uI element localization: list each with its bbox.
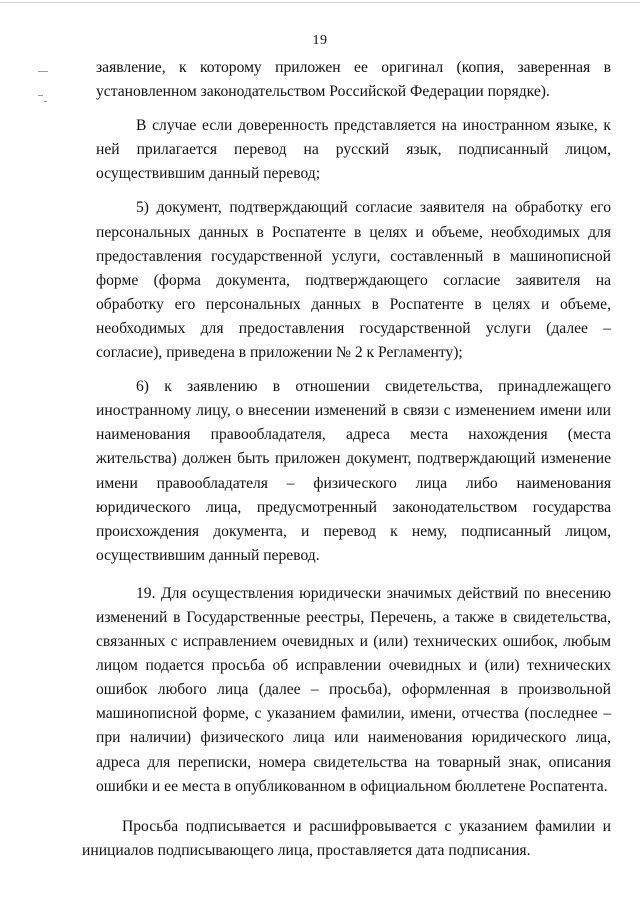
scan-artifact [38, 95, 43, 96]
scan-top-edge [0, 2, 640, 3]
paragraph-item-6: 6) к заявлению в отношении свидетельства, принадлежащего иностранному лицу, о внесении изменений в связи с изменением имени или наименования правообладателя, адреса места нахождения (места жительства) должен быть приложен документ, подтверждающий изменение имени правообладателя – физического лица либо наименования юридического лица, предусмотренный законодательством государства происхождения документа, и перевод к нему, подписанный лицом, осуществившим данный перевод. [96, 378, 611, 564]
paragraph-continuation: заявление, к которому приложен ее оригинал (копия, заверенная в установленном законодательством Российской Федерации порядке). [96, 59, 611, 101]
scan-artifact [38, 71, 48, 72]
paragraph-item-5: 5) документ, подтверждающий согласие заявителя на обработку его персональных данных в Роспатенте в целях и объеме, необходимых для предоставления государственной услуги, составленный в машинописной форме (форма документа, подтверждающего согласие заявителя на обработку его персональных данных в Роспатенте в целях и объеме, необходимых для предоставления государственной услуги (далее – согласие), приведена в приложении № 2 к Регламенту); [96, 199, 611, 362]
page-number: 19 [312, 33, 328, 48]
paragraph-foreign-language-note: В случае если доверенность представляется на иностранном языке, к ней прилагается перевод на русский язык, подписанный лицом, осуществившим данный перевод; [96, 117, 611, 183]
paragraph-section-19: 19. Для осуществления юридически значимых действий по внесению изменений в Государственные реестры, Перечень, а также в свидетельства, связанных с исправлением очевидных и (или) технических ошибок, любым лицом подается просьба об исправлении очевидных и (или) технических ошибок любого лица (далее – просьба), оформленная в произвольной машинописной форме, с указанием фамилии, имени, отчества (последнее – при наличии) физического лица или наименования юридического лица, адреса для переписки, номера свидетельства на товарный знак, описания ошибки и ее места в опубликованном в официальном бюллетене Роспатента. [96, 584, 611, 795]
paragraph-request-signing: Просьба подписывается и расшифровывается с указанием фамилии и инициалов подписывающего лица, проставляется дата подписания. [82, 817, 611, 859]
document-body [82, 56, 611, 863]
scan-artifact [44, 101, 47, 102]
